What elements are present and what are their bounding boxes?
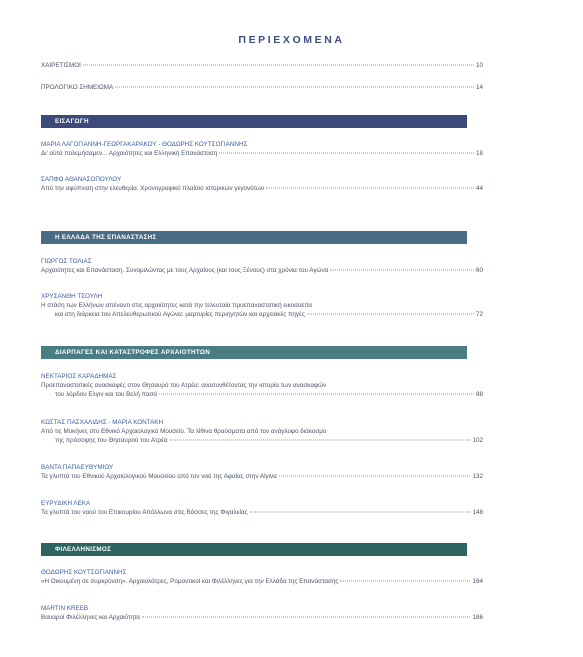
entry-author: ΧΡΥΣΑΝΘΗ ΤΣΟΥΛΗ bbox=[41, 293, 103, 300]
entry-title: Από την αφύπνιση στην ελευθερία. Χρονογραφικό πλαίσιο ιστορικών γεγονότων bbox=[41, 185, 265, 192]
entry-title-continued: της πρόσοψης του Θησαυρού του Ατρέα bbox=[55, 437, 168, 444]
leader-dots bbox=[115, 87, 474, 88]
page-number: 164 bbox=[472, 578, 483, 585]
leader-dots bbox=[83, 65, 474, 66]
toc-entry[interactable] bbox=[41, 292, 483, 319]
page-number: 132 bbox=[472, 473, 483, 480]
entry-author: ΚΩΣΤΑΣ ΠΑΣΧΑΛΙΔΗΣ - ΜΑΡΙΑ ΚΟΝΤΑΚΗ bbox=[41, 419, 164, 426]
section-heading-introduction: ΕΙΣΑΓΩΓΗ bbox=[41, 115, 467, 128]
page-number: 10 bbox=[475, 62, 483, 69]
toc-entry[interactable] bbox=[41, 463, 483, 481]
leader-dots bbox=[340, 581, 470, 582]
page-number: 60 bbox=[475, 267, 483, 274]
leader-dots bbox=[159, 394, 474, 395]
entry-title: Τα γλυπτά του ναού του Επικουρίου Απόλλωνα στις Βάσσες της Φιγαλείας bbox=[41, 509, 248, 516]
toc-entry-preface[interactable] bbox=[41, 83, 483, 92]
toc-entry[interactable] bbox=[41, 499, 483, 517]
toc-entry[interactable] bbox=[41, 140, 483, 158]
page-number: 72 bbox=[475, 311, 483, 318]
section-heading-looting: ΔΙΑΡΠΑΓΕΣ ΚΑΙ ΚΑΤΑΣΤΡΟΦΕΣ ΑΡΧΑΙΟΤΗΤΩΝ bbox=[41, 346, 467, 359]
page-number: 18 bbox=[475, 150, 483, 157]
leader-dots bbox=[219, 153, 474, 154]
toc-entry[interactable] bbox=[41, 604, 483, 622]
page-number: 88 bbox=[475, 391, 483, 398]
toc-entry[interactable] bbox=[41, 372, 483, 399]
entry-title: Αρχαιότητες και Επανάσταση. Συνομιλώντας με τους Αρχαίους (και τους Ξένους) στα χρόνια του Αγώνα bbox=[41, 267, 329, 274]
entry-author: ΜΑΡΙΑ ΛΑΓΟΓΙΑΝΝΗ-ΓΕΩΡΓΑΚΑΡΑΚΟΥ - ΘΟΔΩΡΗΣ ΚΟΥΤΣΟΓΙΑΝΝΗΣ bbox=[41, 141, 248, 148]
leader-dots bbox=[170, 440, 471, 441]
leader-dots bbox=[330, 270, 474, 271]
leader-dots bbox=[250, 512, 471, 513]
entry-author: ΣΑΠΦΩ ΑΘΑΝΑΣΟΠΟΥΛΟΥ bbox=[41, 176, 122, 183]
page-number: 44 bbox=[475, 185, 483, 192]
entry-author: ΘΟΔΩΡΗΣ ΚΟΥΤΣΟΓΙΑΝΝΗΣ bbox=[41, 569, 127, 576]
entry-title: Προεπαναστατικές ανασκαφές στον Θησαυρό του Ατρέα: ανασυνθέτοντας την ιστορία των ανασκαφών bbox=[41, 382, 327, 389]
toc-entry[interactable] bbox=[41, 568, 483, 586]
entry-title: Βαυαροί Φιλέλληνες και Αρχαιότητα bbox=[41, 614, 140, 621]
section-heading-philhellenism: ΦΙΛΕΛΛΗΝΙΣΜΟΣ bbox=[41, 543, 467, 556]
entry-title: ΠΡΟΛΟΓΙΚΟ ΣΗΜΕΙΩΜΑ bbox=[41, 84, 114, 91]
toc-entry[interactable] bbox=[41, 257, 483, 275]
entry-title: «Η Οικουμένη σε συμκρύνση». Αρχαιολάτρες, Ρομαντικοί και Φιλέλληνες για την Ελλάδα της Επανάστασης bbox=[41, 578, 339, 585]
leader-dots bbox=[279, 476, 471, 477]
entry-author: MARTIN KREEB bbox=[41, 605, 89, 612]
entry-title-continued: και στη διάρκεια του Απελευθερωτικού Αγώνα: μαρτυρίες περιηγητών και αρχειακές πηγές bbox=[55, 311, 305, 318]
page-number: 186 bbox=[472, 614, 483, 621]
page-number: 148 bbox=[472, 509, 483, 516]
leader-dots bbox=[307, 314, 474, 315]
entry-title: Δι’ αὐτά πολεμήσαμεν... Αρχαιότητες και Ελληνική Επανάσταση bbox=[41, 150, 218, 157]
toc-entry[interactable] bbox=[41, 175, 483, 193]
toc-entry-acknowledgements[interactable] bbox=[41, 61, 483, 70]
entry-author: ΒΑΝΤΑ ΠΑΠΑΕΥΘΥΜΙΟΥ bbox=[41, 464, 114, 471]
entry-title: ΧΑΙΡΕΤΙΣΜΟΙ bbox=[41, 62, 81, 69]
page-number: 14 bbox=[475, 84, 483, 91]
entry-title: Η στάση των Ελλήνων απέναντι στις αρχαιότητες κατά την τελευταία προεπαναστατική εικοσαετία bbox=[41, 302, 313, 309]
page-title: ΠΕΡΙΕΧΟΜΕΝΑ bbox=[238, 34, 345, 46]
entry-author: ΓΙΩΡΓΟΣ ΤΟΛΙΑΣ bbox=[41, 258, 92, 265]
toc-entry[interactable] bbox=[41, 418, 483, 445]
page-number: 102 bbox=[472, 437, 483, 444]
leader-dots bbox=[266, 188, 474, 189]
entry-title: Τα γλυπτά του Εθνικού Αρχαιολογικού Μουσείου από τον ναό της Αφαίας στην Αίγινα bbox=[41, 473, 277, 480]
entry-author: ΝΕΚΤΑΡΙΟΣ ΚΑΡΑΔΗΜΑΣ bbox=[41, 373, 117, 380]
leader-dots bbox=[142, 617, 470, 618]
entry-title-continued: του λόρδου Ελγιν και του Βελή πασά bbox=[55, 391, 158, 398]
section-heading-greece-of-revolution: Η ΕΛΛΑΔΑ ΤΗΣ ΕΠΑΝΑΣΤΑΣΗΣ bbox=[41, 231, 467, 244]
entry-title: Από τις Μυκήνες στο Εθνικό Αρχαιολογικό Μουσείο. Τα λίθινα θραύσματα από τον ανάγλυφο διάκοσμο bbox=[41, 428, 327, 435]
entry-author: ΕΥΡΥΔΙΚΗ ΛΕΚΑ bbox=[41, 500, 91, 507]
